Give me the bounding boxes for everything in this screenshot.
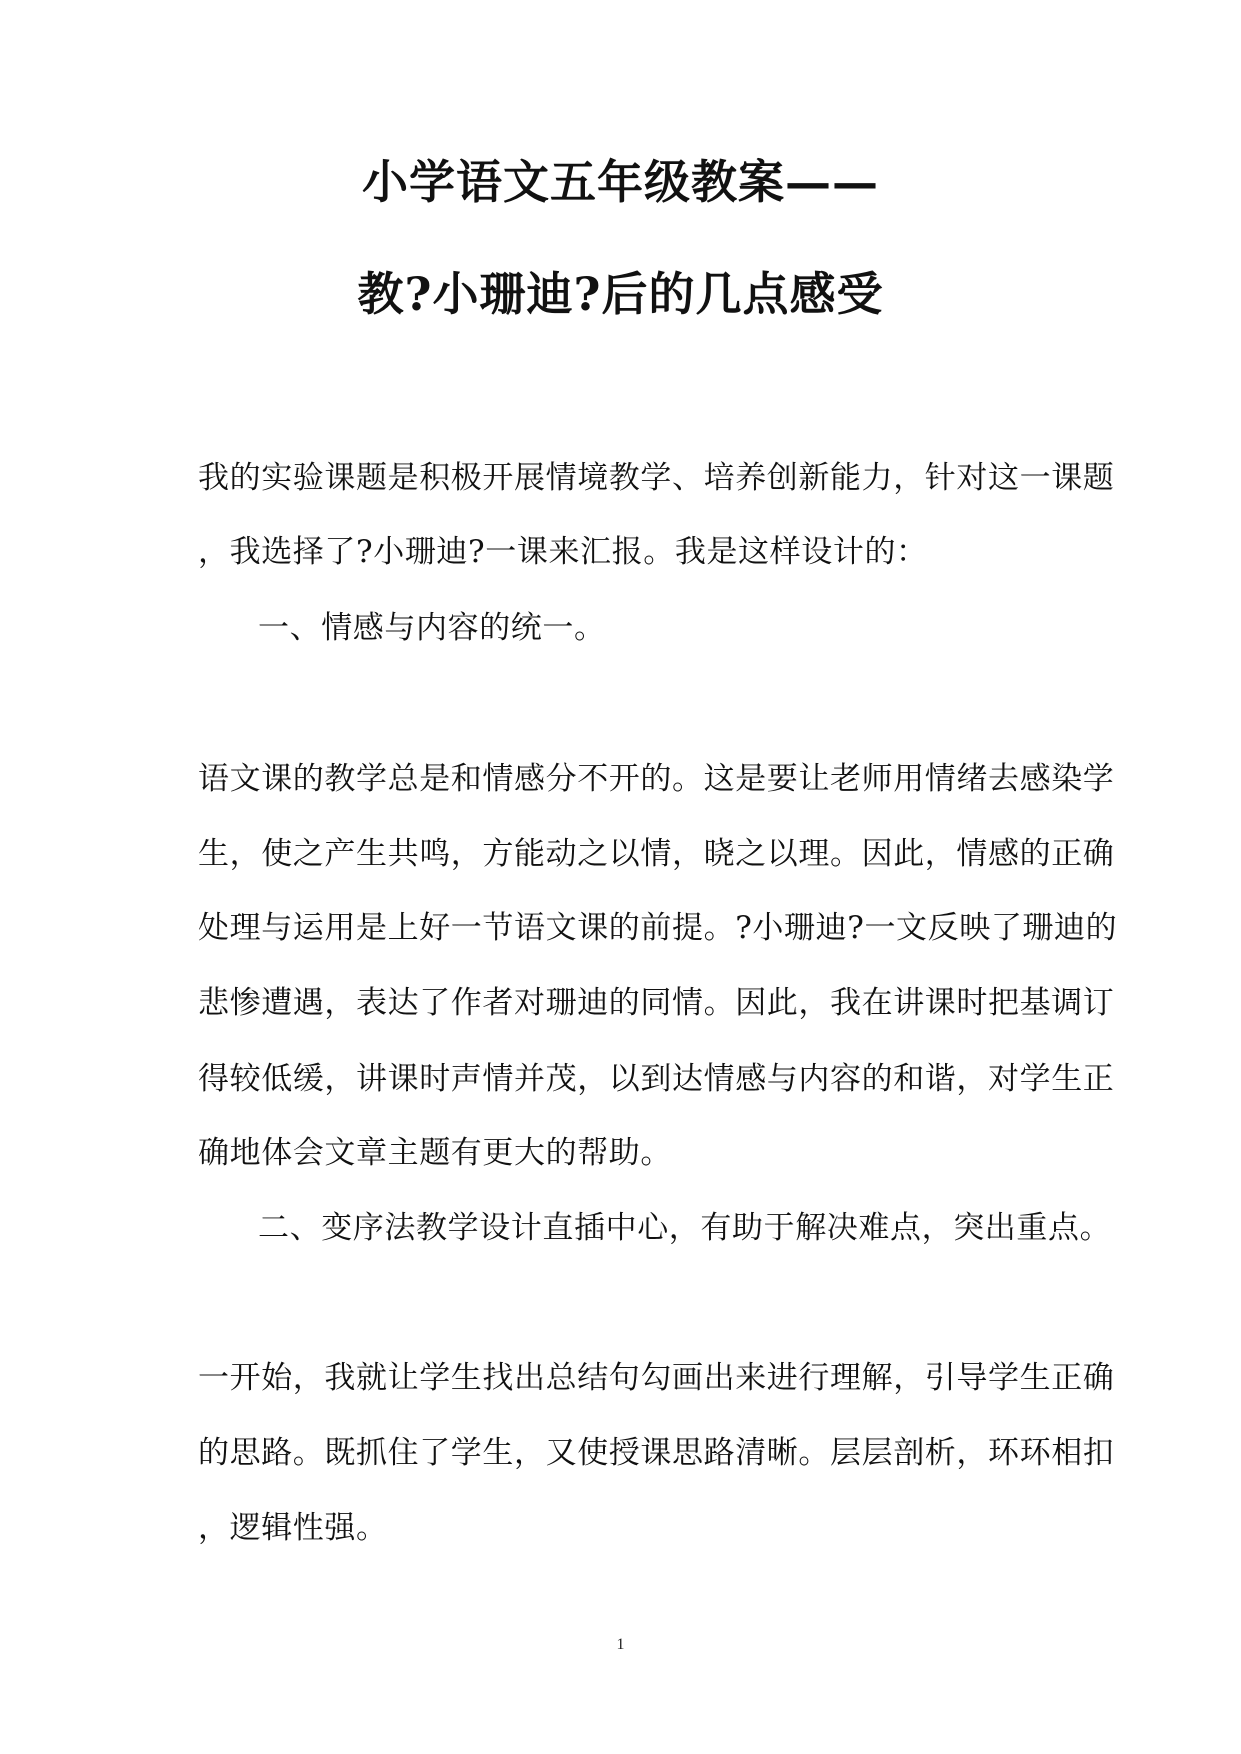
body-text-line: 确地体会文章主题有更大的帮助。 bbox=[198, 1135, 672, 1171]
body-text-line: 处理与运用是上好一节语文课的前提。?小珊迪?一文反映了珊迪的 bbox=[198, 910, 1118, 946]
document-title-line-2: 教?小珊迪?后的几点感受 bbox=[357, 267, 884, 321]
body-text-line: 的思路。既抓住了学生，又使授课思路清晰。层层剖析，环环相扣 bbox=[198, 1435, 1115, 1471]
body-text-line: 语文课的教学总是和情感分不开的。这是要让老师用情绪去感染学 bbox=[198, 761, 1115, 797]
body-text-line: ，逻辑性强。 bbox=[198, 1510, 388, 1546]
body-text-line: 一开始，我就让学生找出总结句勾画出来进行理解，引导学生正确 bbox=[198, 1360, 1115, 1396]
body-text-line: 我的实验课题是积极开展情境教学、培养创新能力，针对这一课题 bbox=[198, 460, 1115, 496]
body-text-line: 得较低缓，讲课时声情并茂，以到达情感与内容的和谐，对学生正 bbox=[198, 1061, 1115, 1097]
body-text-line: ，我选择了?小珊迪?一课来汇报。我是这样设计的： bbox=[198, 534, 928, 570]
section-heading-2: 二、变序法教学设计直插中心，有助于解决难点，突出重点。 bbox=[258, 1210, 1112, 1246]
document-title-line-1: 小学语文五年级教案—— bbox=[362, 155, 879, 209]
section-heading-1: 一、情感与内容的统一。 bbox=[258, 610, 606, 646]
page-number: 1 bbox=[616, 1636, 625, 1653]
body-text-line: 生，使之产生共鸣，方能动之以情，晓之以理。因此，情感的正确 bbox=[198, 836, 1115, 872]
body-text-line: 悲惨遭遇，表达了作者对珊迪的同情。因此，我在讲课时把基调订 bbox=[198, 985, 1115, 1021]
